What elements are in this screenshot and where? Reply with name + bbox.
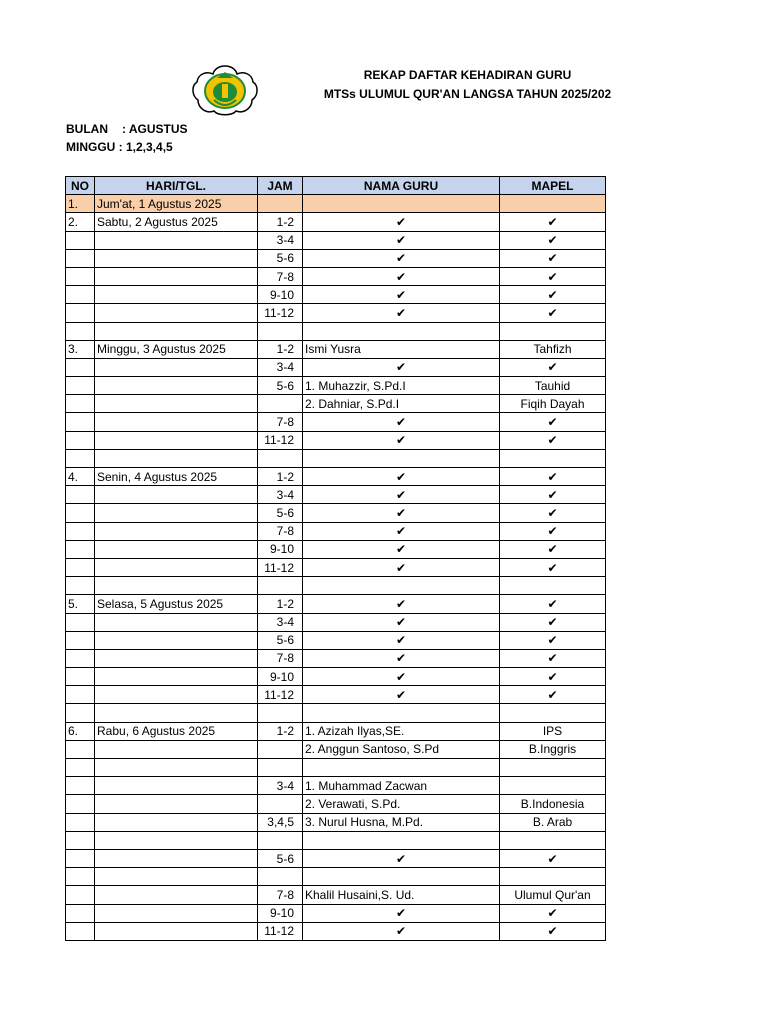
- table-row: [66, 395, 606, 413]
- report-title: REKAP DAFTAR KEHADIRAN GURU: [363, 68, 572, 82]
- cell-hari: [95, 358, 258, 376]
- cell-guru: 1. Muhazzir, S.Pd.I: [303, 377, 500, 395]
- table-row: [66, 722, 606, 740]
- cell-jam: 11-12: [258, 558, 303, 576]
- attendance-table: [65, 176, 606, 941]
- cell-guru: ✔: [303, 686, 500, 704]
- cell-guru: [303, 868, 500, 886]
- cell-no: 2.: [66, 213, 95, 231]
- cell-mapel: ✔: [500, 286, 606, 304]
- cell-mapel: ✔: [500, 668, 606, 686]
- cell-mapel: [500, 868, 606, 886]
- cell-jam: 7-8: [258, 522, 303, 540]
- table-row: [66, 195, 606, 213]
- cell-hari: [95, 395, 258, 413]
- cell-guru: 2. Anggun Santoso, S.Pd: [303, 740, 500, 758]
- cell-jam: 1-2: [258, 340, 303, 358]
- cell-no: [66, 613, 95, 631]
- cell-mapel: [500, 704, 606, 722]
- cell-mapel: B.Inggris: [500, 740, 606, 758]
- cell-mapel: ✔: [500, 304, 606, 322]
- cell-hari: [95, 613, 258, 631]
- table-row: [66, 704, 606, 722]
- cell-mapel: [500, 831, 606, 849]
- cell-mapel: Tahfizh: [500, 340, 606, 358]
- table-row: [66, 213, 606, 231]
- cell-hari: [95, 668, 258, 686]
- cell-jam: [258, 195, 303, 213]
- table-row: [66, 831, 606, 849]
- cell-no: [66, 540, 95, 558]
- cell-mapel: ✔: [500, 267, 606, 285]
- cell-jam: 5-6: [258, 631, 303, 649]
- cell-jam: 9-10: [258, 286, 303, 304]
- cell-jam: 3-4: [258, 777, 303, 795]
- cell-hari: Sabtu, 2 Agustus 2025: [95, 213, 258, 231]
- cell-no: 5.: [66, 595, 95, 613]
- cell-guru: ✔: [303, 649, 500, 667]
- cell-no: [66, 486, 95, 504]
- cell-hari: [95, 868, 258, 886]
- cell-no: [66, 868, 95, 886]
- table-row: [66, 686, 606, 704]
- month-line: [66, 121, 188, 137]
- cell-no: [66, 668, 95, 686]
- cell-guru: ✔: [303, 286, 500, 304]
- table-row: [66, 540, 606, 558]
- cell-guru: ✔: [303, 558, 500, 576]
- cell-hari: [95, 504, 258, 522]
- cell-no: [66, 831, 95, 849]
- cell-hari: [95, 849, 258, 867]
- cell-mapel: ✔: [500, 904, 606, 922]
- cell-hari: [95, 231, 258, 249]
- cell-no: [66, 304, 95, 322]
- cell-mapel: ✔: [500, 358, 606, 376]
- table-row: [66, 740, 606, 758]
- cell-guru: ✔: [303, 213, 500, 231]
- month-value: : AGUSTUS: [122, 122, 188, 136]
- cell-hari: [95, 522, 258, 540]
- table-row: [66, 431, 606, 449]
- cell-no: [66, 231, 95, 249]
- cell-mapel: ✔: [500, 540, 606, 558]
- table-row: [66, 468, 606, 486]
- cell-guru: ✔: [303, 595, 500, 613]
- col-header-no: NO: [66, 177, 95, 195]
- cell-guru: [303, 831, 500, 849]
- cell-mapel: ✔: [500, 231, 606, 249]
- cell-jam: 9-10: [258, 668, 303, 686]
- cell-jam: 9-10: [258, 904, 303, 922]
- cell-mapel: ✔: [500, 631, 606, 649]
- cell-jam: [258, 831, 303, 849]
- cell-guru: 3. Nurul Husna, M.Pd.: [303, 813, 500, 831]
- cell-guru: [303, 449, 500, 467]
- cell-no: [66, 904, 95, 922]
- cell-mapel: [500, 449, 606, 467]
- cell-guru: ✔: [303, 267, 500, 285]
- cell-guru: Khalil Husaini,S. Ud.: [303, 886, 500, 904]
- cell-no: [66, 431, 95, 449]
- cell-jam: [258, 322, 303, 340]
- report-subtitle: MTSs ULUMUL QUR'AN LANGSA TAHUN 2025/202: [323, 87, 612, 101]
- cell-hari: Minggu, 3 Agustus 2025: [95, 340, 258, 358]
- cell-no: [66, 759, 95, 777]
- cell-no: [66, 740, 95, 758]
- cell-no: [66, 377, 95, 395]
- table-row: [66, 868, 606, 886]
- month-label: BULAN: [66, 122, 108, 136]
- cell-mapel: ✔: [500, 686, 606, 704]
- cell-jam: 5-6: [258, 849, 303, 867]
- cell-guru: ✔: [303, 922, 500, 940]
- school-emblem-icon: [190, 64, 260, 116]
- cell-no: [66, 777, 95, 795]
- cell-mapel: ✔: [500, 649, 606, 667]
- cell-jam: 1-2: [258, 722, 303, 740]
- cell-hari: [95, 304, 258, 322]
- week-line: MINGGU : 1,2,3,4,5: [66, 140, 173, 154]
- table-row: [66, 759, 606, 777]
- cell-no: 3.: [66, 340, 95, 358]
- cell-mapel: [500, 759, 606, 777]
- cell-jam: [258, 704, 303, 722]
- cell-hari: [95, 631, 258, 649]
- cell-mapel: ✔: [500, 468, 606, 486]
- cell-jam: 5-6: [258, 377, 303, 395]
- cell-hari: [95, 922, 258, 940]
- cell-jam: 11-12: [258, 686, 303, 704]
- table-row: [66, 886, 606, 904]
- cell-jam: 1-2: [258, 595, 303, 613]
- table-row: [66, 304, 606, 322]
- cell-jam: 1-2: [258, 468, 303, 486]
- cell-hari: Rabu, 6 Agustus 2025: [95, 722, 258, 740]
- cell-guru: ✔: [303, 668, 500, 686]
- table-row: [66, 267, 606, 285]
- col-header-hari: HARI/TGL.: [95, 177, 258, 195]
- table-body: [66, 195, 606, 941]
- cell-hari: [95, 777, 258, 795]
- cell-mapel: ✔: [500, 522, 606, 540]
- cell-jam: [258, 577, 303, 595]
- cell-jam: [258, 395, 303, 413]
- table-row: [66, 904, 606, 922]
- cell-hari: Jum'at, 1 Agustus 2025: [95, 195, 258, 213]
- table-row: [66, 849, 606, 867]
- cell-guru: 1. Muhammad Zacwan: [303, 777, 500, 795]
- cell-hari: [95, 413, 258, 431]
- cell-jam: 7-8: [258, 649, 303, 667]
- cell-guru: ✔: [303, 849, 500, 867]
- table-row: [66, 649, 606, 667]
- table-row: [66, 449, 606, 467]
- cell-mapel: [500, 195, 606, 213]
- cell-hari: [95, 795, 258, 813]
- cell-hari: Senin, 4 Agustus 2025: [95, 468, 258, 486]
- cell-guru: Ismi Yusra: [303, 340, 500, 358]
- cell-jam: [258, 795, 303, 813]
- cell-guru: ✔: [303, 504, 500, 522]
- cell-hari: [95, 431, 258, 449]
- cell-guru: ✔: [303, 231, 500, 249]
- cell-guru: ✔: [303, 904, 500, 922]
- cell-mapel: ✔: [500, 558, 606, 576]
- cell-no: [66, 795, 95, 813]
- table-row: [66, 340, 606, 358]
- cell-guru: ✔: [303, 304, 500, 322]
- cell-hari: [95, 267, 258, 285]
- table-row: [66, 322, 606, 340]
- cell-no: [66, 704, 95, 722]
- cell-jam: 5-6: [258, 249, 303, 267]
- cell-hari: [95, 704, 258, 722]
- cell-jam: 11-12: [258, 922, 303, 940]
- cell-jam: 5-6: [258, 504, 303, 522]
- cell-jam: [258, 868, 303, 886]
- cell-mapel: ✔: [500, 922, 606, 940]
- table-row: [66, 558, 606, 576]
- cell-jam: 3-4: [258, 613, 303, 631]
- cell-guru: [303, 577, 500, 595]
- cell-no: [66, 395, 95, 413]
- cell-mapel: ✔: [500, 504, 606, 522]
- cell-no: [66, 286, 95, 304]
- cell-guru: 1. Azizah Ilyas,SE.: [303, 722, 500, 740]
- cell-guru: 2. Dahniar, S.Pd.I: [303, 395, 500, 413]
- table-row: [66, 795, 606, 813]
- table-row: [66, 358, 606, 376]
- table-row: [66, 777, 606, 795]
- cell-no: [66, 504, 95, 522]
- cell-hari: [95, 486, 258, 504]
- cell-hari: [95, 831, 258, 849]
- cell-guru: [303, 322, 500, 340]
- cell-no: [66, 413, 95, 431]
- cell-guru: ✔: [303, 358, 500, 376]
- cell-jam: 3-4: [258, 358, 303, 376]
- cell-guru: ✔: [303, 249, 500, 267]
- cell-hari: [95, 322, 258, 340]
- cell-jam: 7-8: [258, 413, 303, 431]
- cell-mapel: B. Arab: [500, 813, 606, 831]
- cell-jam: [258, 449, 303, 467]
- cell-guru: ✔: [303, 613, 500, 631]
- cell-mapel: ✔: [500, 486, 606, 504]
- cell-jam: 1-2: [258, 213, 303, 231]
- cell-no: [66, 686, 95, 704]
- cell-hari: [95, 286, 258, 304]
- cell-hari: [95, 558, 258, 576]
- cell-hari: [95, 577, 258, 595]
- table-row: [66, 486, 606, 504]
- cell-no: [66, 813, 95, 831]
- cell-mapel: ✔: [500, 213, 606, 231]
- cell-guru: ✔: [303, 631, 500, 649]
- cell-no: [66, 267, 95, 285]
- cell-mapel: ✔: [500, 249, 606, 267]
- cell-hari: Selasa, 5 Agustus 2025: [95, 595, 258, 613]
- cell-jam: 3-4: [258, 486, 303, 504]
- cell-no: [66, 922, 95, 940]
- col-header-jam: JAM: [258, 177, 303, 195]
- cell-no: [66, 449, 95, 467]
- table-row: [66, 413, 606, 431]
- cell-mapel: [500, 777, 606, 795]
- cell-no: [66, 558, 95, 576]
- cell-no: 6.: [66, 722, 95, 740]
- table-row: [66, 377, 606, 395]
- cell-mapel: [500, 577, 606, 595]
- table-row: [66, 504, 606, 522]
- cell-no: [66, 649, 95, 667]
- col-header-mapel: MAPEL: [500, 177, 606, 195]
- cell-jam: 7-8: [258, 886, 303, 904]
- col-header-guru: NAMA GURU: [303, 177, 500, 195]
- cell-hari: [95, 540, 258, 558]
- cell-hari: [95, 377, 258, 395]
- cell-hari: [95, 449, 258, 467]
- cell-mapel: ✔: [500, 431, 606, 449]
- cell-no: [66, 358, 95, 376]
- cell-guru: [303, 195, 500, 213]
- cell-no: [66, 849, 95, 867]
- cell-mapel: Fiqih Dayah: [500, 395, 606, 413]
- cell-hari: [95, 813, 258, 831]
- table-row: [66, 249, 606, 267]
- cell-hari: [95, 249, 258, 267]
- cell-hari: [95, 904, 258, 922]
- cell-no: [66, 522, 95, 540]
- cell-mapel: [500, 322, 606, 340]
- cell-guru: ✔: [303, 431, 500, 449]
- cell-no: [66, 322, 95, 340]
- table-header-row: [66, 177, 606, 195]
- cell-mapel: IPS: [500, 722, 606, 740]
- table-row: [66, 286, 606, 304]
- table-row: [66, 922, 606, 940]
- cell-hari: [95, 886, 258, 904]
- cell-jam: 9-10: [258, 540, 303, 558]
- cell-jam: 11-12: [258, 304, 303, 322]
- cell-no: 4.: [66, 468, 95, 486]
- table-row: [66, 522, 606, 540]
- cell-guru: ✔: [303, 468, 500, 486]
- cell-mapel: B.Indonesia: [500, 795, 606, 813]
- table-row: [66, 631, 606, 649]
- cell-no: [66, 631, 95, 649]
- cell-hari: [95, 649, 258, 667]
- cell-no: [66, 886, 95, 904]
- cell-mapel: ✔: [500, 413, 606, 431]
- cell-mapel: ✔: [500, 849, 606, 867]
- table-row: [66, 595, 606, 613]
- cell-jam: 7-8: [258, 267, 303, 285]
- cell-jam: [258, 759, 303, 777]
- table-row: [66, 577, 606, 595]
- cell-no: [66, 249, 95, 267]
- cell-mapel: Ulumul Qur'an: [500, 886, 606, 904]
- cell-guru: 2. Verawati, S.Pd.: [303, 795, 500, 813]
- cell-mapel: ✔: [500, 595, 606, 613]
- cell-hari: [95, 740, 258, 758]
- cell-jam: [258, 740, 303, 758]
- cell-mapel: Tauhid: [500, 377, 606, 395]
- table-row: [66, 668, 606, 686]
- cell-guru: ✔: [303, 413, 500, 431]
- cell-guru: ✔: [303, 540, 500, 558]
- table-row: [66, 613, 606, 631]
- cell-guru: [303, 759, 500, 777]
- cell-jam: 3-4: [258, 231, 303, 249]
- cell-jam: 3,4,5: [258, 813, 303, 831]
- cell-guru: ✔: [303, 486, 500, 504]
- table-row: [66, 231, 606, 249]
- cell-no: [66, 577, 95, 595]
- cell-jam: 11-12: [258, 431, 303, 449]
- cell-guru: [303, 704, 500, 722]
- cell-guru: ✔: [303, 522, 500, 540]
- cell-hari: [95, 759, 258, 777]
- cell-hari: [95, 686, 258, 704]
- cell-no: 1.: [66, 195, 95, 213]
- cell-mapel: ✔: [500, 613, 606, 631]
- table-row: [66, 813, 606, 831]
